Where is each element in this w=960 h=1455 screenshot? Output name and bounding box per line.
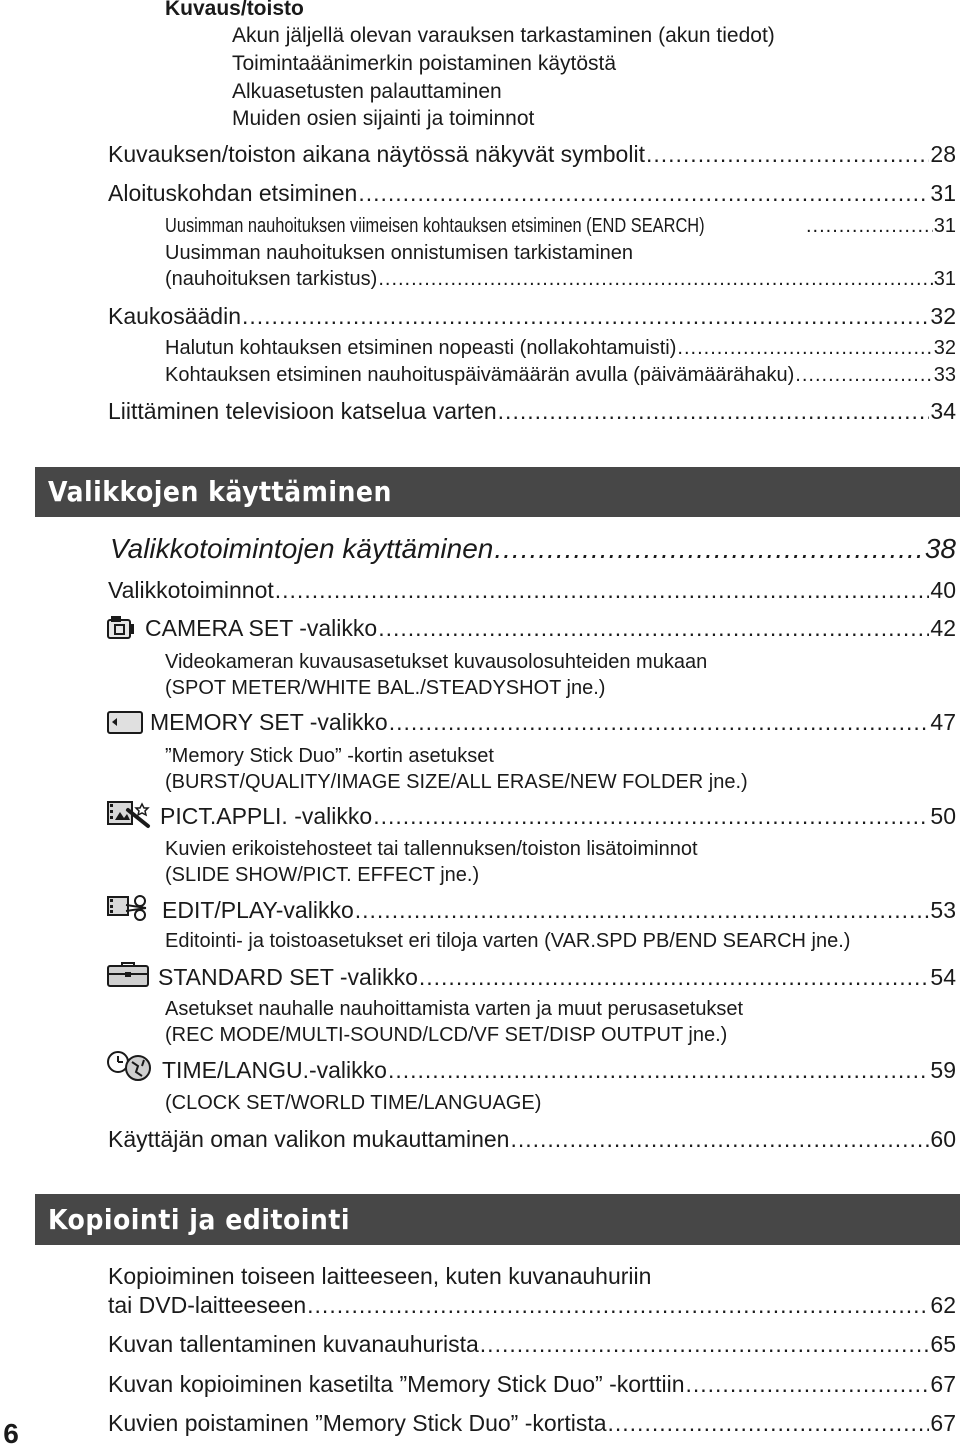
toc-description: (SLIDE SHOW/PICT. EFFECT jne.) [165,864,480,886]
toc-page: 53 [930,897,956,923]
note-line: Alkuasetusten palauttaminen [232,80,502,103]
leader-dots [480,1331,930,1358]
toc-entry-dubbing-line1: Kopioiminen toiseen laitteeseen, kuten kuvanauhuriin [108,1263,652,1289]
leader-dots [795,364,932,387]
toolbox-icon [106,960,150,990]
toc-page: 40 [930,577,956,603]
toc-page: 50 [930,803,956,829]
toc-page: 34 [930,398,956,424]
toc-entry-copy-to-card[interactable] [108,1371,956,1398]
toc-page: 31 [933,268,956,290]
page-number: 6 [3,1418,19,1449]
toc-title: MEMORY SET -valikko [150,709,388,735]
leader-dots [378,615,929,642]
leader-dots [373,803,929,830]
page-sidebar [0,0,35,1455]
toc-entry-zero-memory[interactable] [165,337,956,360]
note-line: Toimintaäänimerkin poistaminen käytöstä [232,52,617,75]
leader-dots [388,1057,929,1084]
toc-title: Uusimman nauhoituksen viimeisen kohtauksen etsiminen (END SEARCH) [165,215,705,237]
leader-dots [677,337,932,360]
toc-description: Asetukset nauhalle nauhoittamista varten ja muut perusasetukset [165,998,744,1020]
toc-page: 31 [930,180,956,206]
toc-title: Kuvan tallentaminen kuvanauhurista [108,1331,479,1357]
note-line: Muiden osien sijainti ja toiminnot [232,107,535,130]
toc-title: Kaukosäädin [108,303,241,329]
toc-page: 38 [924,533,956,564]
toc-description: Kuvien erikoistehosteet tai tallennuksen/toiston lisätoiminnot [165,838,698,860]
toc-description: Editointi- ja toistoasetukset eri tiloja varten (VAR.SPD PB/END SEARCH jne.) [165,930,851,952]
toc-page: 54 [930,964,956,990]
toc-title: Kuvan kopioiminen kasetilta ”Memory Stick Duo” -korttiin [108,1371,685,1397]
toc-description: (BURST/QUALITY/IMAGE SIZE/ALL ERASE/NEW FOLDER jne.) [165,771,748,793]
toc-entry-end-search[interactable] [165,215,956,238]
toc-title: (nauhoituksen tarkistus) [165,268,378,290]
toc-entry-date-search[interactable] [165,364,956,387]
toc-entry-menu-items[interactable] [108,577,956,604]
leader-dots [307,1292,929,1319]
toc-page: 28 [930,141,956,167]
leader-dots [685,1371,929,1398]
leader-dots [646,141,929,168]
section-title: Kopiointi ja editointi [48,1203,351,1236]
toc-page: 47 [930,709,956,735]
toc-entry-record-from-vcr[interactable] [108,1331,956,1358]
toc-page: 65 [930,1331,956,1357]
toc-page: 32 [933,337,956,359]
toc-entry-dubbing[interactable] [108,1292,956,1319]
toc-page: 33 [933,364,956,386]
toc-title: Kohtauksen etsiminen nauhoituspäivämäärän avulla (päivämäärähaku) [165,364,795,386]
leader-dots [498,398,930,425]
toc-title: STANDARD SET -valikko [158,964,418,990]
toc-entry-edit-play[interactable] [162,897,956,924]
leader-dots [358,180,929,207]
toc-description: ”Memory Stick Duo” -kortin asetukset [165,745,494,767]
toc-description: Videokameran kuvausasetukset kuvausolosuhteiden mukaan [165,651,708,673]
leader-dots [494,533,923,565]
toc-title: EDIT/PLAY-valikko [162,897,354,923]
toc-title: PICT.APPLI. -valikko [160,803,373,829]
leader-dots [510,1126,929,1153]
toc-entry-personal-menu[interactable] [108,1126,956,1153]
section-band-menus [35,467,960,517]
toc-entry-time-langu[interactable] [162,1057,956,1084]
section-heading-shooting: Kuvaus/toisto [165,0,304,20]
toc-entry-delete-from-card[interactable] [108,1410,956,1437]
toc-entry-screen-symbols[interactable] [108,141,956,168]
toc-entry-remote[interactable] [108,303,956,330]
toc-title: TIME/LANGU.-valikko [162,1057,387,1083]
toc-page: 62 [930,1292,956,1318]
picture-application-icon [106,800,152,830]
toc-page: 59 [930,1057,956,1083]
toc-page: 42 [930,615,956,641]
camera-icon [106,614,136,642]
leader-dots [419,964,930,991]
toc-title: Valikkotoiminnot [108,577,274,603]
toc-entry-start-search[interactable] [108,180,956,207]
toc-title: Liittäminen televisioon katselua varten [108,398,497,424]
memory-stick-icon [106,708,144,736]
toc-entry-camera-set[interactable] [145,615,956,642]
leader-dots [389,709,930,736]
toc-page: 60 [930,1126,956,1152]
toc-title: Halutun kohtauksen etsiminen nopeasti (nollakohtamuisti) [165,337,677,359]
toc-description: (CLOCK SET/WORLD TIME/LANGUAGE) [165,1092,542,1114]
toc-description: (SPOT METER/WHITE BAL./STEADYSHOT jne.) [165,677,606,699]
toc-entry-rec-review[interactable] [165,268,956,291]
toc-title: CAMERA SET -valikko [145,615,378,641]
leader-dots [806,215,933,238]
leader-dots [355,897,930,924]
toc-entry-pict-appli[interactable] [160,803,956,830]
leader-dots [378,268,932,291]
toc-page: 67 [930,1410,956,1436]
toc-title: Kuvauksen/toiston aikana näytössä näkyvät symbolit [108,141,645,167]
edit-play-icon [106,893,154,923]
toc-entry-tv[interactable] [108,398,956,425]
leader-dots [275,577,930,604]
toc-description: (REC MODE/MULTI-SOUND/LCD/VF SET/DISP OUTPUT jne.) [165,1024,728,1046]
toc-entry-memory-set[interactable] [150,709,956,736]
toc-entry-standard-set[interactable] [158,964,956,991]
leader-dots [242,303,929,330]
toc-title: tai DVD-laitteeseen [108,1292,307,1318]
toc-page: 32 [930,303,956,329]
toc-title: Kuvien poistaminen ”Memory Stick Duo” -kortista [108,1410,607,1436]
toc-page: 31 [933,215,956,237]
toc-title: Valikkotoimintojen käyttäminen [110,533,494,564]
toc-title: Käyttäjän oman valikon mukauttaminen [108,1126,510,1152]
toc-title: Aloituskohdan etsiminen [108,180,358,206]
toc-entry-rec-review-line1: Uusimman nauhoituksen onnistumisen tarkistaminen [165,242,634,264]
clock-globe-icon [106,1050,154,1084]
leader-dots [608,1410,930,1437]
note-line: Akun jäljellä olevan varauksen tarkastaminen (akun tiedot) [232,24,775,47]
section-band-dubbing [35,1194,960,1245]
toc-entry-menu-operations[interactable] [110,533,956,565]
toc-page: 67 [930,1371,956,1397]
section-title: Valikkojen käyttäminen [48,475,392,508]
